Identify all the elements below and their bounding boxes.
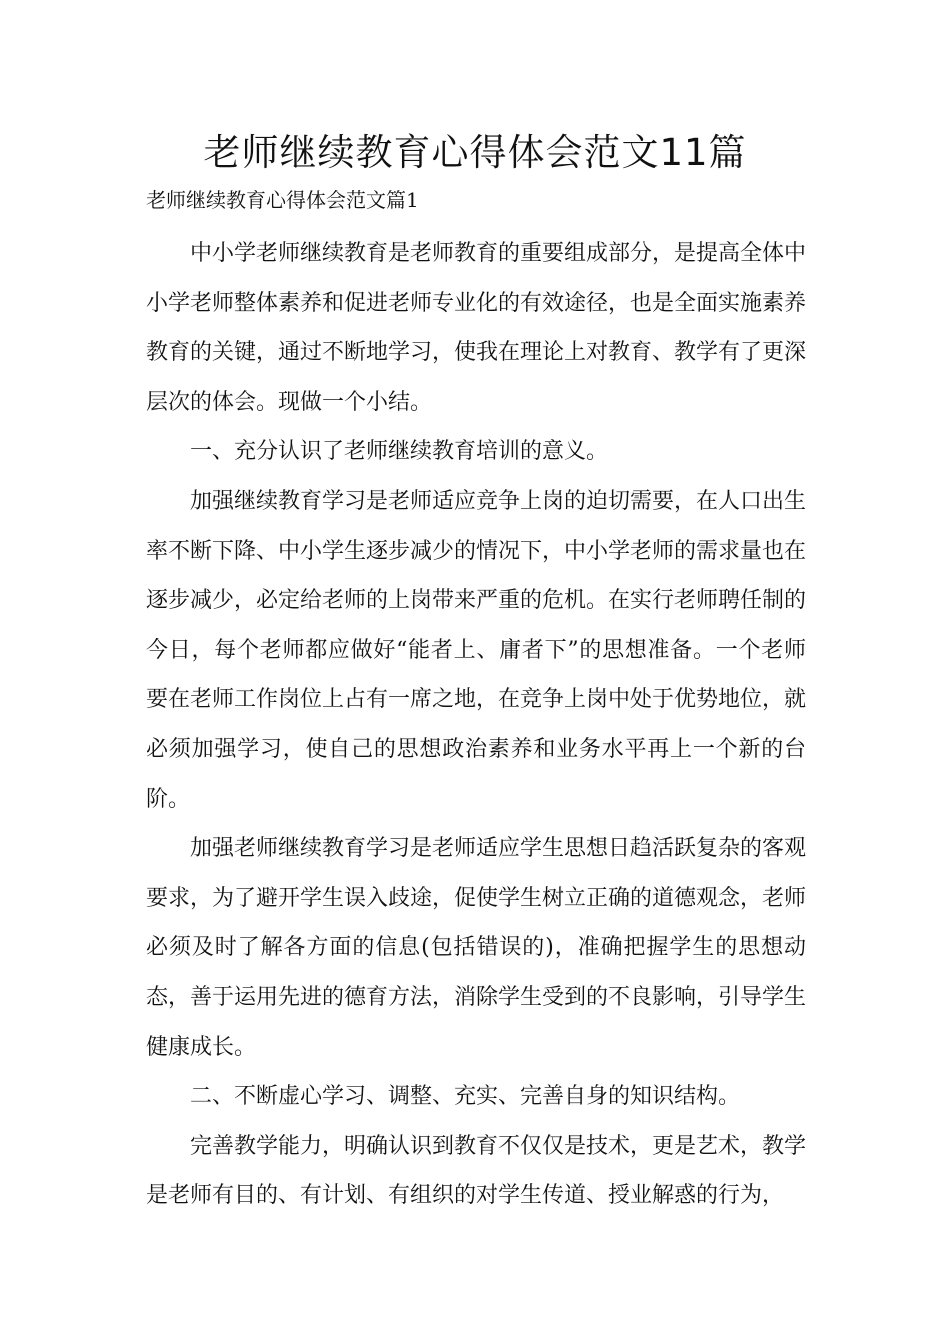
document-title: 老师继续教育心得体会范文11篇 [203, 131, 747, 174]
paragraph-teaching: 完善教学能力，明确认识到教育不仅仅是技术，更是艺术，教学是老师有目的、有计划、有组织的对学生传道、授业解惑的行为， [146, 1133, 807, 1209]
section-heading-1: 一、充分认识了老师继续教育培训的意义。 [190, 439, 609, 465]
paragraph-intro: 中小学老师继续教育是老师教育的重要组成部分，是提高全体中小学老师整体素养和促进老师专业化的有效途径，也是全面实施素养教育的关键，通过不断地学习，使我在理论上对教育、教学有了更深层次的体会。现做一个小结。 [146, 241, 807, 415]
paragraph-students: 加强老师继续教育学习是老师适应学生思想日趋活跃复杂的客观要求，为了避开学生误入歧途，促使学生树立正确的道德观念，老师必须及时了解各方面的信息(包括错误的)，准确把握学生的思想动态，善于运用先进的德育方法，消除学生受到的不良影响，引导学生健康成长。 [146, 836, 807, 1060]
document-subtitle: 老师继续教育心得体会范文篇1 [146, 188, 419, 212]
document-body [146, 229, 806, 1221]
section-heading-2: 二、不断虚心学习、调整、充实、完善自身的知识结构。 [190, 1084, 741, 1110]
paragraph-competition: 加强继续教育学习是老师适应竞争上岗的迫切需要，在人口出生率不断下降、中小学生逐步减少的情况下，中小学老师的需求量也在逐步减少，必定给老师的上岗带来严重的危机。在实行老师聘任制的今日，每个老师都应做好“能者上、庸者下”的思想准备。一个老师要在老师工作岗位上占有一席之地，在竞争上岗中处于优势地位，就必须加强学习，使自己的思想政治素养和业务水平再上一个新的台阶。 [146, 488, 807, 812]
